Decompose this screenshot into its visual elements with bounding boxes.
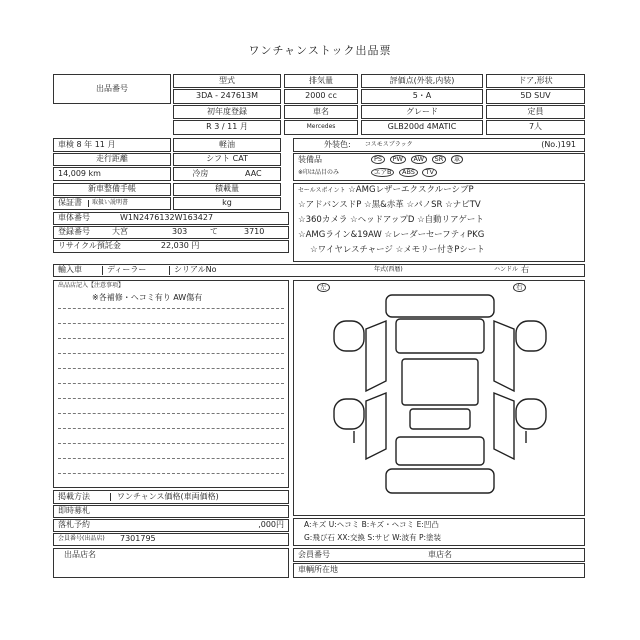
grade-eval-label: 評価点(外装,内装) xyxy=(361,74,483,88)
reserve-label: 落札予約 xyxy=(58,520,90,530)
page-title: ワンチャンストック出品票 xyxy=(248,44,392,57)
reg-kana: て xyxy=(210,227,218,237)
exterior-color-value: コスモスブラック xyxy=(364,140,413,148)
legend-line-1: A:キズ U:ヘコミ B:キズ・ヘコミ E:凹凸 xyxy=(304,520,439,529)
car-name-label: 車名 xyxy=(284,105,358,119)
inspection-date: 車検 8 年 11 月 xyxy=(53,138,171,152)
shift-label: シフト CAT xyxy=(173,153,281,166)
member-no-label: 会員番号 xyxy=(298,549,330,559)
chassis-value: W1N2476132W163427 xyxy=(120,213,214,223)
right-mark: 右 xyxy=(512,283,527,292)
left-mark: 左 xyxy=(316,283,331,292)
price-method-label: 掲載方法 xyxy=(58,493,111,502)
sales-point-line-5: ☆ワイヤレスチャージ ☆メモリー付きPシート xyxy=(310,245,485,255)
grade-eval-value: 5・A xyxy=(361,89,483,104)
reserve-row xyxy=(53,519,289,532)
reg-class: 303 xyxy=(172,227,188,237)
handle-label: ハンドル xyxy=(494,266,519,274)
reg-number: 3710 xyxy=(244,227,265,237)
equipment-aw: AW xyxy=(411,155,428,164)
member-no-row xyxy=(293,548,585,562)
displacement-value: 2000 cc xyxy=(284,89,358,104)
equipment-leather: 革 xyxy=(451,155,464,164)
warranty-row xyxy=(53,197,171,210)
equipment-notes-label: ※印は品目のみ xyxy=(298,169,340,176)
recycle-row xyxy=(53,240,289,253)
first-reg-label: 初年度登録 xyxy=(173,105,281,119)
damage-diagram xyxy=(293,280,585,516)
capacity-label: 定員 xyxy=(486,105,585,119)
mileage-label: 走行距離 xyxy=(53,153,171,166)
year-label: 年式(西暦) xyxy=(374,266,403,274)
ac-label: 冷房 xyxy=(192,168,209,178)
fuel-value: 軽油 xyxy=(173,138,281,152)
member-row xyxy=(53,533,289,546)
recycle-label: リサイクル預託金 xyxy=(58,241,121,251)
equipment-list-1 xyxy=(370,155,464,164)
grade-value: GLB200d 4MATIC xyxy=(361,120,483,135)
exterior-color-label: 外装色: xyxy=(324,139,351,149)
registry-label: 車輌所在地 xyxy=(293,563,585,578)
reg-label: 登録番号 xyxy=(58,227,90,237)
load-capacity-label: 積載量 xyxy=(173,183,281,196)
shop-label: 出品店名 xyxy=(64,550,96,559)
equipment-ps: PS xyxy=(371,155,385,164)
ac-value: AAC xyxy=(245,168,262,178)
equipment-list-2 xyxy=(370,168,438,177)
remarks-box xyxy=(53,280,289,488)
import-row xyxy=(53,264,585,277)
sales-point-line-3: ☆360カメラ ☆ヘッドアップD ☆自動リアゲート xyxy=(298,215,484,225)
grade-label: グレード xyxy=(361,105,483,119)
manual-label: 取扱い説明書 xyxy=(88,200,128,207)
chassis-label: 車体番号 xyxy=(58,213,90,223)
equipment-airbag: エアB xyxy=(371,168,394,177)
equipment-box xyxy=(293,153,585,181)
price-method-value: ワンチャンス価格(車両価格) xyxy=(117,491,219,501)
model-value: 3DA - 247613M xyxy=(173,89,281,104)
warranty-label: 保証書 xyxy=(58,198,82,208)
serial-label: シリアルNo xyxy=(174,265,217,275)
door-value: 5D SUV xyxy=(486,89,585,104)
sales-point-line-2: ☆アドバンスドP ☆黒&赤革 ☆パノSR ☆ナビTV xyxy=(298,200,481,210)
import-label: 輸入車 xyxy=(58,266,103,275)
shop-name-label: 車店名 xyxy=(428,549,452,559)
remarks-label: 出品店記入【注意事項】 xyxy=(58,282,125,289)
equipment-sr: SR xyxy=(432,155,447,164)
legend-line-2: G:飛び石 XX:交換 S:サビ W:波有 P:塗装 xyxy=(304,533,442,542)
price-value: ,000円 xyxy=(258,520,284,530)
legend-box xyxy=(293,518,585,546)
member-value: 7301795 xyxy=(120,534,156,544)
sales-points-box xyxy=(293,183,585,262)
car-name-value: Mercedes xyxy=(284,120,358,135)
price-method-row xyxy=(53,490,289,504)
lot-number-label: 出品番号 xyxy=(53,74,171,104)
remarks-text: ※各補修・ヘコミ有り AW傷有 xyxy=(92,293,203,302)
dealer-label: ディーラー xyxy=(107,266,170,275)
sales-point-line-1: ☆AMGレザーエクスクルーシブP xyxy=(348,185,474,195)
chassis-row xyxy=(53,212,289,225)
immediate-bid-label: 即時募札 xyxy=(53,505,289,518)
displacement-label: 排気量 xyxy=(284,74,358,88)
mileage-value: 14,009 km xyxy=(53,167,171,181)
equipment-pw: PW xyxy=(390,155,406,164)
equipment-abs: ABS xyxy=(399,168,418,177)
registration-row xyxy=(53,226,289,239)
door-label: ドア,形状 xyxy=(486,74,585,88)
equipment-tv: TV xyxy=(422,168,436,177)
handle-value: 右 xyxy=(521,265,530,275)
load-capacity-unit: kg xyxy=(173,197,281,210)
capacity-value: 7人 xyxy=(486,120,585,135)
color-number: (No.)191 xyxy=(541,139,576,149)
ac-row xyxy=(173,167,281,181)
first-reg-value: R 3 / 11 月 xyxy=(173,120,281,135)
equipment-label: 装備品 xyxy=(298,155,322,164)
exterior-color-row xyxy=(293,138,585,152)
reg-place: 大宮 xyxy=(112,227,128,237)
sales-point-line-4: ☆AMGライン&19AW ☆レーダーセーフティPKG xyxy=(298,230,485,240)
new-car-manual-label: 新車整備手帳 xyxy=(53,183,171,196)
shop-name-box xyxy=(53,548,289,578)
model-label: 型式 xyxy=(173,74,281,88)
recycle-value: 22,030 円 xyxy=(160,241,200,251)
car-outline-diagram xyxy=(294,281,585,516)
sales-point-label: セールスポイント xyxy=(298,187,346,194)
member-label: 会員番号(出品店) xyxy=(58,535,105,543)
